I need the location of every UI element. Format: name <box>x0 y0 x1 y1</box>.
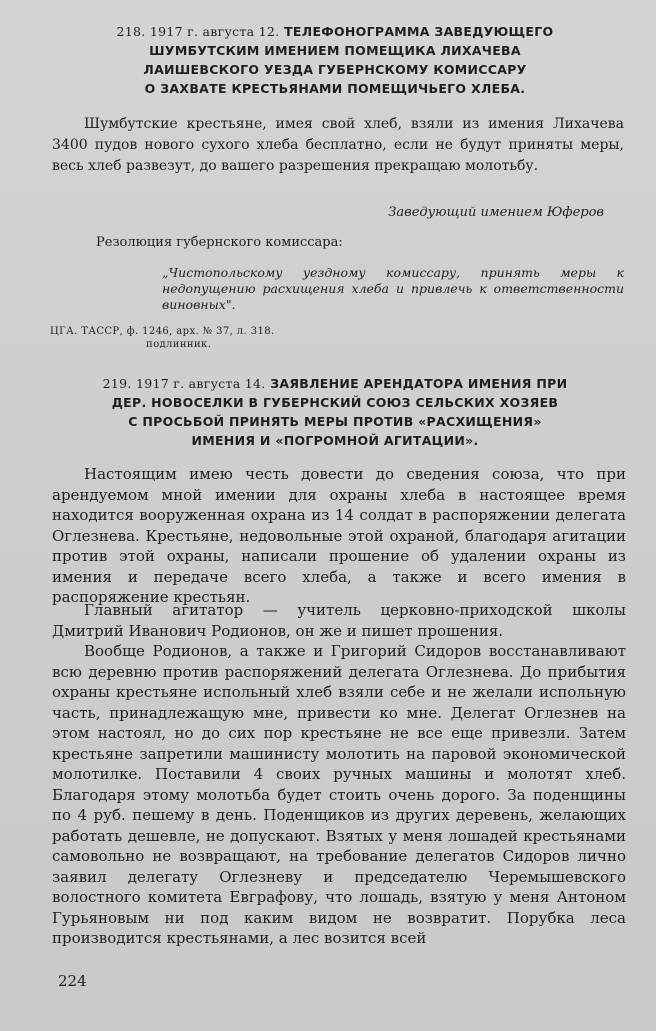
doc218-heading-line-4: О ЗАХВАТЕ КРЕСТЬЯНАМИ ПОМЕЩИЧЬЕГО ХЛЕБА. <box>144 81 526 96</box>
doc218-heading-line-3: ЛАИШЕВСКОГО УЕЗДА ГУБЕРНСКОМУ КОМИССАРУ <box>143 62 527 77</box>
doc219-heading-line-1: 219. 1917 г. августа 14. ЗАЯВЛЕНИЕ АРЕНДАТОРА ИМЕНИЯ ПРИ <box>102 376 568 391</box>
doc218-resolution-label: Резолюция губернского комиссара: <box>96 235 343 250</box>
doc218-resolution-text: „Чистопольскому уездному комиссару, принять меры к недопущению расхищения хлеба и привлечь к ответственности виновных". <box>162 265 624 312</box>
doc219-heading-lead: 219. 1917 г. августа 14. <box>102 376 266 391</box>
archive-line-2: подлинник. <box>146 339 212 350</box>
archive-line-1: ЦГА. ТАССР, ф. 1246, арх. № 37, л. 318. <box>50 326 275 337</box>
doc218-body: Шумбутские крестьяне, имея свой хлеб, взяли из имения Лихачева 3400 пудов нового сухого хлеба бесплатно, если не будут приняты меры, весь хлеб развезут, до вашего разрешения прекращаю молотьбу. <box>52 116 624 174</box>
doc218-heading <box>60 22 610 98</box>
doc219-paragraph-2: Главный агитатор — учитель церковно-приходской школы Дмитрий Иванович Родионов, он же и пишет прошения. <box>52 601 626 640</box>
doc219-heading-line-3: С ПРОСЬБОЙ ПРИНЯТЬ МЕРЫ ПРОТИВ «РАСХИЩЕНИЯ» <box>128 414 542 429</box>
doc218-archive-reference <box>50 325 275 351</box>
doc219-heading-line-4: ИМЕНИЯ И «ПОГРОМНОЙ АГИТАЦИИ». <box>191 433 479 448</box>
doc219-heading-line-2: ДЕР. НОВОСЕЛКИ В ГУБЕРНСКИЙ СОЮЗ СЕЛЬСКИХ ХОЗЯЕВ <box>111 395 559 410</box>
page-number: 224 <box>58 972 87 990</box>
doc219-paragraph-3: Вообще Родионов, а также и Григорий Сидоров восстанавливают всю деревню против распоряжений делегата Оглезнева. До прибытия охраны крестьяне испольный хлеб взяли себе и не желали испольную часть, принадлежащую мне, привести ко мне. Делегат Оглезнев на этом настоял, но до сих пор крестьяне не все еще привезли. Затем крестьяне запретили машинисту молотить на паровой экономической молотилке. Поставили 4 своих ручных машины и молотят хлеб. Благодаря этому молотьба будет стоить очень дорого. За поденщины по 4 руб. пешему в день. Поденщиков из других деревень, желающих работать дешевле, не допускают. Взятых у меня лошадей крестьянами самовольно не возвращают, на требование делегатов Сидоров лично заявил делегату Оглезневу и председателю Черемышевского волостного комитета Евграфову, что лошадь, взятую у меня Антоном Гурьяновым ни под каким видом не возвратит. Порубка леса производится крестьянами, а лес возится всей <box>52 642 626 947</box>
doc219-heading <box>60 374 610 450</box>
doc219-paragraph-1: Настоящим имею честь довести до сведения союза, что при арендуемом мной имении для охраны хлеба в настоящее время находится вооруженная охрана из 14 солдат в распоряжении делегата Оглезнева. Крестьяне, недовольные этой охраной, благодаря агитации против этой охраны, написали прошение об удалении охраны из имения и передаче всего хлеба, а также и всего имения в распоряжение крестьян. <box>52 465 626 606</box>
doc218-heading-line-1: 218. 1917 г. августа 12. ТЕЛЕФОНОГРАММА ЗАВЕДУЮЩЕГО <box>116 24 554 39</box>
doc218-heading-lead: 218. 1917 г. августа 12. <box>116 24 280 39</box>
doc218-heading-line-2: ШУМБУТСКИМ ИМЕНИЕМ ПОМЕЩИКА ЛИХАЧЕВА <box>149 43 521 58</box>
doc218-signature: Заведующий имением Юферов <box>388 205 604 220</box>
